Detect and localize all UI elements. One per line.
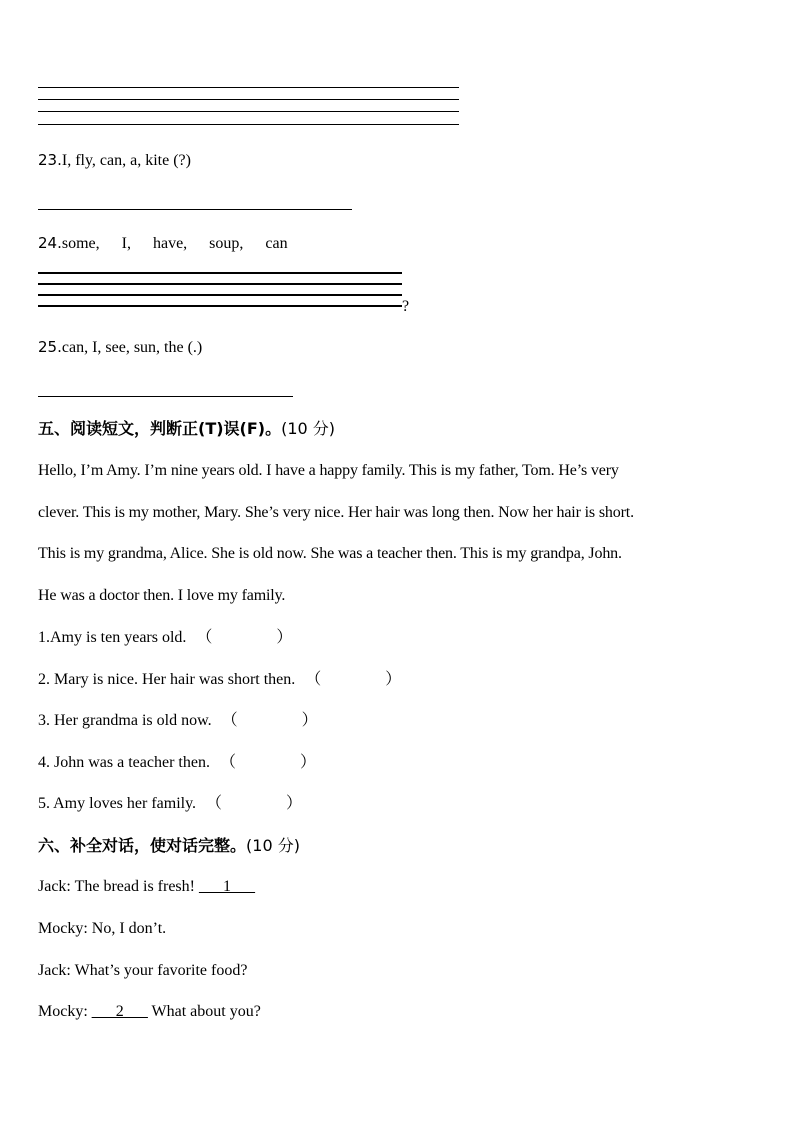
answer-blank-2[interactable]: ___2___ [91, 1003, 148, 1020]
question-23 [38, 150, 191, 171]
answer-line[interactable] [38, 209, 352, 210]
heading-text: 六、补全对话，使对话完整。 [38, 836, 247, 855]
question-24 [38, 233, 288, 254]
tf-question-3 [38, 711, 318, 731]
answer-line[interactable] [38, 283, 402, 285]
speaker-name: Mocky: [38, 1003, 88, 1020]
dialogue-line [38, 919, 166, 939]
dialogue-line [38, 877, 255, 897]
section-points: (10 分) [246, 836, 300, 855]
answer-blank[interactable]: （ ） [206, 795, 303, 812]
end-mark: ? [402, 298, 410, 315]
dialogue-line [38, 1002, 261, 1022]
dialogue-line [38, 961, 247, 981]
question-text: 4. John was a teacher then. [38, 754, 210, 771]
speaker-name: Mocky: [38, 920, 88, 937]
writing-line [38, 87, 459, 88]
writing-line [38, 111, 459, 112]
question-word: some, [61, 235, 100, 252]
dialogue-text: What’s your favorite food? [74, 962, 248, 979]
question-word: soup, [209, 235, 244, 252]
passage-line: clever. This is my mother, Mary. She’s very nice. Her hair was long then. Now her hair is short. [38, 504, 634, 521]
heading-text: 五、阅读短文，判断正(T)误(F)。 [38, 419, 282, 438]
section-6-heading [38, 836, 300, 856]
question-text: 3. Her grandma is old now. [38, 712, 212, 729]
dialogue-text: The bread is fresh! [74, 878, 195, 895]
tf-question-5 [38, 794, 302, 814]
speaker-name: Jack: [38, 962, 71, 979]
answer-blank[interactable]: （ ） [219, 754, 316, 771]
answer-line[interactable] [38, 305, 402, 307]
tf-question-4 [38, 753, 316, 773]
writing-line [38, 99, 459, 100]
answer-line[interactable] [38, 294, 402, 296]
answer-blank[interactable]: （ ） [305, 671, 402, 688]
dialogue-text: What about you? [151, 1003, 261, 1020]
tf-question-1 [38, 628, 292, 648]
question-25 [38, 337, 202, 358]
question-text: 5. Amy loves her family. [38, 795, 197, 812]
answer-line[interactable] [38, 272, 402, 274]
question-text: 1.Amy is ten years old. [38, 629, 187, 646]
answer-blank[interactable]: （ ） [221, 712, 318, 729]
answer-blank-1[interactable]: ___1___ [198, 878, 255, 895]
section-points: (10 分) [281, 419, 336, 438]
writing-line [38, 124, 459, 125]
passage-line: This is my grandma, Alice. She is old now. She was a teacher then. This is my grandpa, John. [38, 545, 622, 562]
question-number: 25. [38, 338, 62, 356]
answer-line[interactable] [38, 396, 293, 397]
answer-blank[interactable]: （ ） [196, 629, 293, 646]
speaker-name: Jack: [38, 878, 71, 895]
dialogue-text: No, I don’t. [91, 920, 167, 937]
tf-question-2 [38, 670, 401, 690]
passage-line: He was a doctor then. I love my family. [38, 587, 286, 604]
question-word: can [265, 235, 288, 252]
question-number: 24. [38, 234, 62, 252]
question-words: I, fly, can, a, kite (?) [61, 152, 191, 169]
question-words: can, I, see, sun, the (.) [61, 339, 203, 356]
passage-line: Hello, I’m Amy. I’m nine years old. I have a happy family. This is my father, Tom. He’s very [38, 462, 619, 479]
question-text: 2. Mary is nice. Her hair was short then. [38, 671, 296, 688]
question-word: have, [152, 235, 188, 252]
question-number: 23. [38, 151, 62, 169]
section-5-heading [38, 419, 335, 439]
question-word: I, [121, 235, 131, 252]
